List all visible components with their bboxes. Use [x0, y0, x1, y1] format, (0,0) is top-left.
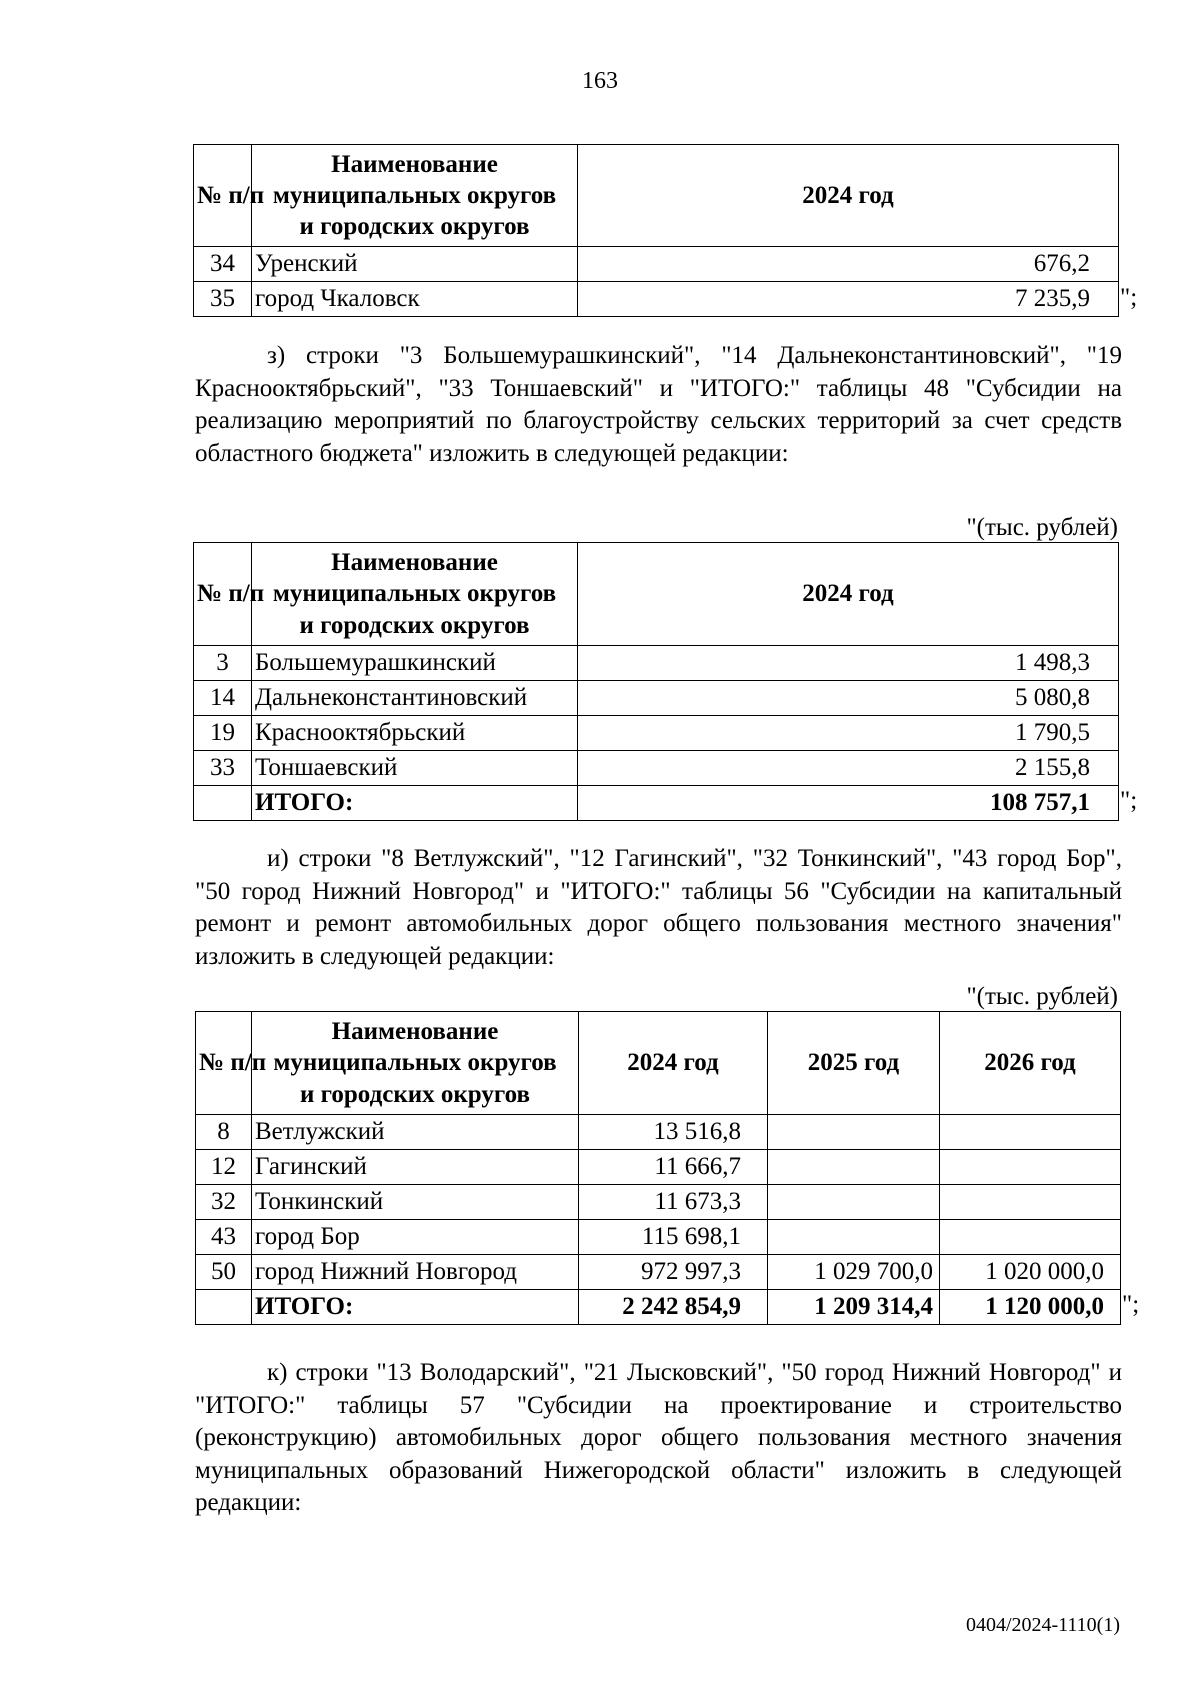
row-value-2025: 1 029 700,0	[768, 1255, 940, 1290]
row-num: 8	[196, 1115, 252, 1150]
row-value-2026	[940, 1150, 1121, 1185]
row-value-2024: 972 997,3	[579, 1255, 768, 1290]
row-name: город Бор	[252, 1220, 579, 1255]
row-value-2024: 11 673,3	[579, 1185, 768, 1220]
row-value-2024: 13 516,8	[579, 1115, 768, 1150]
paragraph-k: к) строки "13 Володарский", "21 Лысковский", "50 город Нижний Новгород" и "ИТОГО:" таблицы 57 "Субсидии на проектирование и строительство (реконструкцию) автомобильных дорог общего пользования местного значения муниципальных образований Нижегородской области" изложить в следующей редакции:	[195, 1359, 1122, 1516]
row-value-2026: 1 020 000,0	[940, 1255, 1121, 1290]
paragraph-z: з) строки "3 Большемурашкинский", "14 Дальнеконстантиновский", "19 Краснооктябрьский", "33 Тоншаевский" и "ИТОГО:" таблицы 48 "Субсидии на реализацию мероприятий по благоустройству сельских территорий за счет средств областного бюджета" изложить в следующей редакции:	[195, 342, 1122, 467]
header-2024: 2024 год	[578, 145, 1119, 247]
table-header-row	[194, 145, 1119, 247]
table-48-continuation	[193, 144, 1119, 317]
table-row	[196, 1255, 1121, 1290]
table-row	[196, 1185, 1121, 1220]
row-name: Большемурашкинский	[252, 646, 578, 681]
header-name	[252, 145, 578, 247]
row-num: 34	[194, 247, 252, 282]
header-num: № п/п	[194, 145, 252, 247]
paragraph-i: и) строки "8 Ветлужский", "12 Гагинский", "32 Тонкинский", "43 город Бор", "50 город Нижний Новгород" и "ИТОГО:" таблицы 56 "Субсидии на капитальный ремонт и ремонт автомобильных дорог общего пользования местного значения" изложить в следующей редакции:	[195, 845, 1122, 970]
row-value-2025	[768, 1220, 940, 1255]
row-value-2026	[940, 1220, 1121, 1255]
header-name-line-3: и городских округов	[299, 611, 530, 639]
total-value-2026: 1 120 000,0	[940, 1290, 1121, 1325]
row-num: 3	[194, 646, 252, 681]
quote-closer: ";	[1122, 1291, 1140, 1318]
table-row	[194, 247, 1119, 282]
table-row	[194, 681, 1119, 716]
row-value-2024: 1 790,5	[578, 716, 1119, 751]
total-value-2024: 108 757,1	[578, 786, 1119, 821]
row-value-2026	[940, 1185, 1121, 1220]
header-name-line-2: муниципальных округов	[272, 181, 557, 209]
table-56	[195, 1011, 1121, 1325]
header-name-line-1: Наименование	[331, 150, 498, 178]
table-total-row	[194, 786, 1119, 821]
row-value-2024: 1 498,3	[578, 646, 1119, 681]
row-value-2024: 5 080,8	[578, 681, 1119, 716]
row-num: 50	[196, 1255, 252, 1290]
document-code: 0404/2024-1110(1)	[965, 1614, 1120, 1636]
row-value-2025	[768, 1150, 940, 1185]
row-num: 35	[194, 282, 252, 317]
row-value-2024: 11 666,7	[579, 1150, 768, 1185]
row-num: 14	[194, 681, 252, 716]
page-number: 163	[582, 68, 618, 94]
header-name-line-2: муниципальных округов	[273, 1049, 557, 1077]
table-row	[196, 1150, 1121, 1185]
total-value-2024: 2 242 854,9	[579, 1290, 768, 1325]
header-name	[252, 543, 578, 646]
row-num: 43	[196, 1220, 252, 1255]
table-row	[196, 1115, 1121, 1150]
row-num: 12	[196, 1150, 252, 1185]
units-label: "(тыс. рублей)	[966, 983, 1118, 1010]
table-header-row	[194, 543, 1119, 646]
header-name	[252, 1012, 579, 1115]
row-name: город Чкаловск	[252, 282, 578, 317]
header-name-line-3: и городских округов	[299, 213, 530, 241]
header-num: № п/п	[194, 543, 252, 646]
row-value-2025	[768, 1185, 940, 1220]
row-value-2024: 2 155,8	[578, 751, 1119, 786]
quote-closer: ";	[1120, 284, 1138, 311]
table-row	[194, 751, 1119, 786]
row-name: Гагинский	[252, 1150, 579, 1185]
row-name: город Нижний Новгород	[252, 1255, 579, 1290]
header-2026: 2026 год	[940, 1012, 1121, 1115]
table-row	[194, 282, 1119, 317]
quote-closer: ";	[1120, 787, 1138, 814]
header-2024: 2024 год	[578, 543, 1119, 646]
row-name: Ветлужский	[252, 1115, 579, 1150]
table-48	[193, 542, 1119, 821]
header-name-line-2: муниципальных округов	[272, 580, 557, 608]
table-row	[196, 1220, 1121, 1255]
header-name-line-3: и городских округов	[300, 1080, 530, 1108]
table-header-row	[196, 1012, 1121, 1115]
row-num: 19	[194, 716, 252, 751]
row-value-2025	[768, 1115, 940, 1150]
units-label: "(тыс. рублей)	[966, 514, 1118, 541]
row-value-2024: 676,2	[578, 247, 1119, 282]
row-num	[196, 1290, 252, 1325]
row-num: 32	[196, 1185, 252, 1220]
row-num: 33	[194, 751, 252, 786]
row-name: Тоншаевский	[252, 751, 578, 786]
header-num: № п/п	[196, 1012, 252, 1115]
header-2025: 2025 год	[768, 1012, 940, 1115]
total-label: ИТОГО:	[252, 1290, 579, 1325]
table-total-row	[196, 1290, 1121, 1325]
row-name: Уренский	[252, 247, 578, 282]
row-name: Тонкинский	[252, 1185, 579, 1220]
header-2024: 2024 год	[579, 1012, 768, 1115]
row-name: Дальнеконстантиновский	[252, 681, 578, 716]
table-row	[194, 646, 1119, 681]
row-num	[194, 786, 252, 821]
total-label: ИТОГО:	[252, 786, 578, 821]
row-value-2026	[940, 1115, 1121, 1150]
total-value-2025: 1 209 314,4	[768, 1290, 940, 1325]
row-value-2024: 7 235,9	[578, 282, 1119, 317]
header-name-line-1: Наименование	[331, 549, 498, 577]
header-name-line-1: Наименование	[331, 1018, 499, 1046]
row-name: Краснооктябрьский	[252, 716, 578, 751]
row-value-2024: 115 698,1	[579, 1220, 768, 1255]
table-row	[194, 716, 1119, 751]
